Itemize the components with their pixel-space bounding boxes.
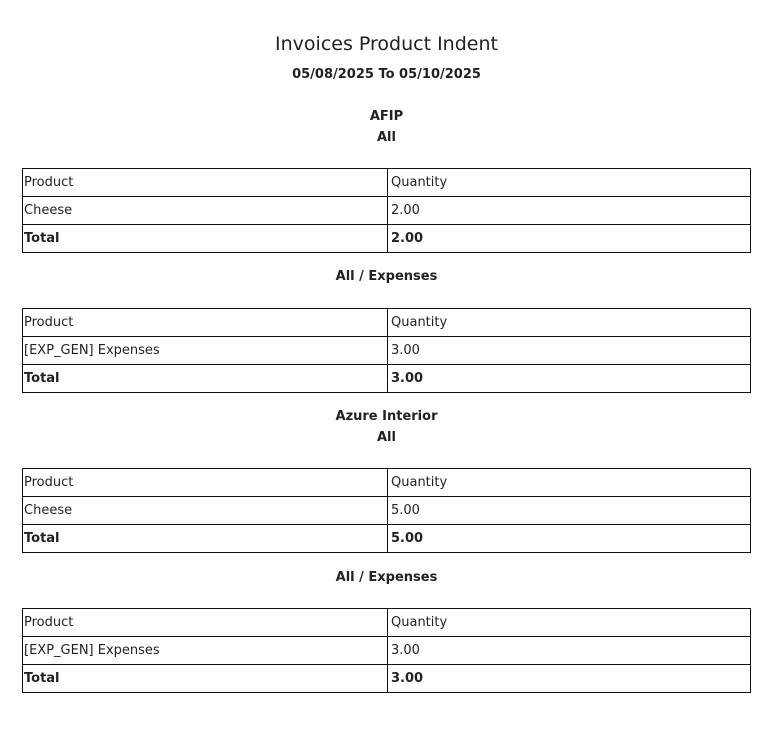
section-heading-category: All / Expenses — [335, 269, 438, 284]
product-table — [22, 608, 751, 693]
column-header-quantity: Quantity — [388, 169, 751, 197]
table-row — [23, 337, 751, 365]
total-quantity: 3.00 — [388, 665, 751, 693]
table-header-row — [23, 169, 751, 197]
section-heading-category: All — [377, 130, 396, 145]
total-label: Total — [23, 525, 388, 553]
cell-quantity: 3.00 — [388, 337, 751, 365]
total-label: Total — [23, 225, 388, 253]
table-row — [23, 197, 751, 225]
total-quantity: 5.00 — [388, 525, 751, 553]
column-header-product: Product — [23, 609, 388, 637]
column-header-product: Product — [23, 309, 388, 337]
section-heading-partner: Azure Interior — [335, 409, 438, 424]
total-quantity: 2.00 — [388, 225, 751, 253]
column-header-product: Product — [23, 469, 388, 497]
table-row — [23, 497, 751, 525]
cell-quantity: 2.00 — [388, 197, 751, 225]
total-label: Total — [23, 665, 388, 693]
cell-product: Cheese — [23, 497, 388, 525]
column-header-product: Product — [23, 169, 388, 197]
report-title: Invoices Product Indent — [275, 33, 498, 55]
total-label: Total — [23, 365, 388, 393]
table-header-row — [23, 469, 751, 497]
cell-product: [EXP_GEN] Expenses — [23, 337, 388, 365]
total-quantity: 3.00 — [388, 365, 751, 393]
section-heading-partner: AFIP — [369, 109, 404, 124]
cell-product: [EXP_GEN] Expenses — [23, 637, 388, 665]
table-row — [23, 637, 751, 665]
column-header-quantity: Quantity — [388, 469, 751, 497]
section-heading-category: All — [377, 430, 396, 445]
total-row — [23, 525, 751, 553]
table-header-row — [23, 309, 751, 337]
column-header-quantity: Quantity — [388, 309, 751, 337]
report-date-range: 05/08/2025 To 05/10/2025 — [292, 67, 481, 82]
total-row — [23, 665, 751, 693]
total-row — [23, 225, 751, 253]
section-heading-category: All / Expenses — [335, 570, 438, 585]
column-header-quantity: Quantity — [388, 609, 751, 637]
total-row — [23, 365, 751, 393]
cell-quantity: 5.00 — [388, 497, 751, 525]
product-table — [22, 468, 751, 553]
product-table — [22, 168, 751, 253]
product-table — [22, 308, 751, 393]
cell-product: Cheese — [23, 197, 388, 225]
cell-quantity: 3.00 — [388, 637, 751, 665]
table-header-row — [23, 609, 751, 637]
